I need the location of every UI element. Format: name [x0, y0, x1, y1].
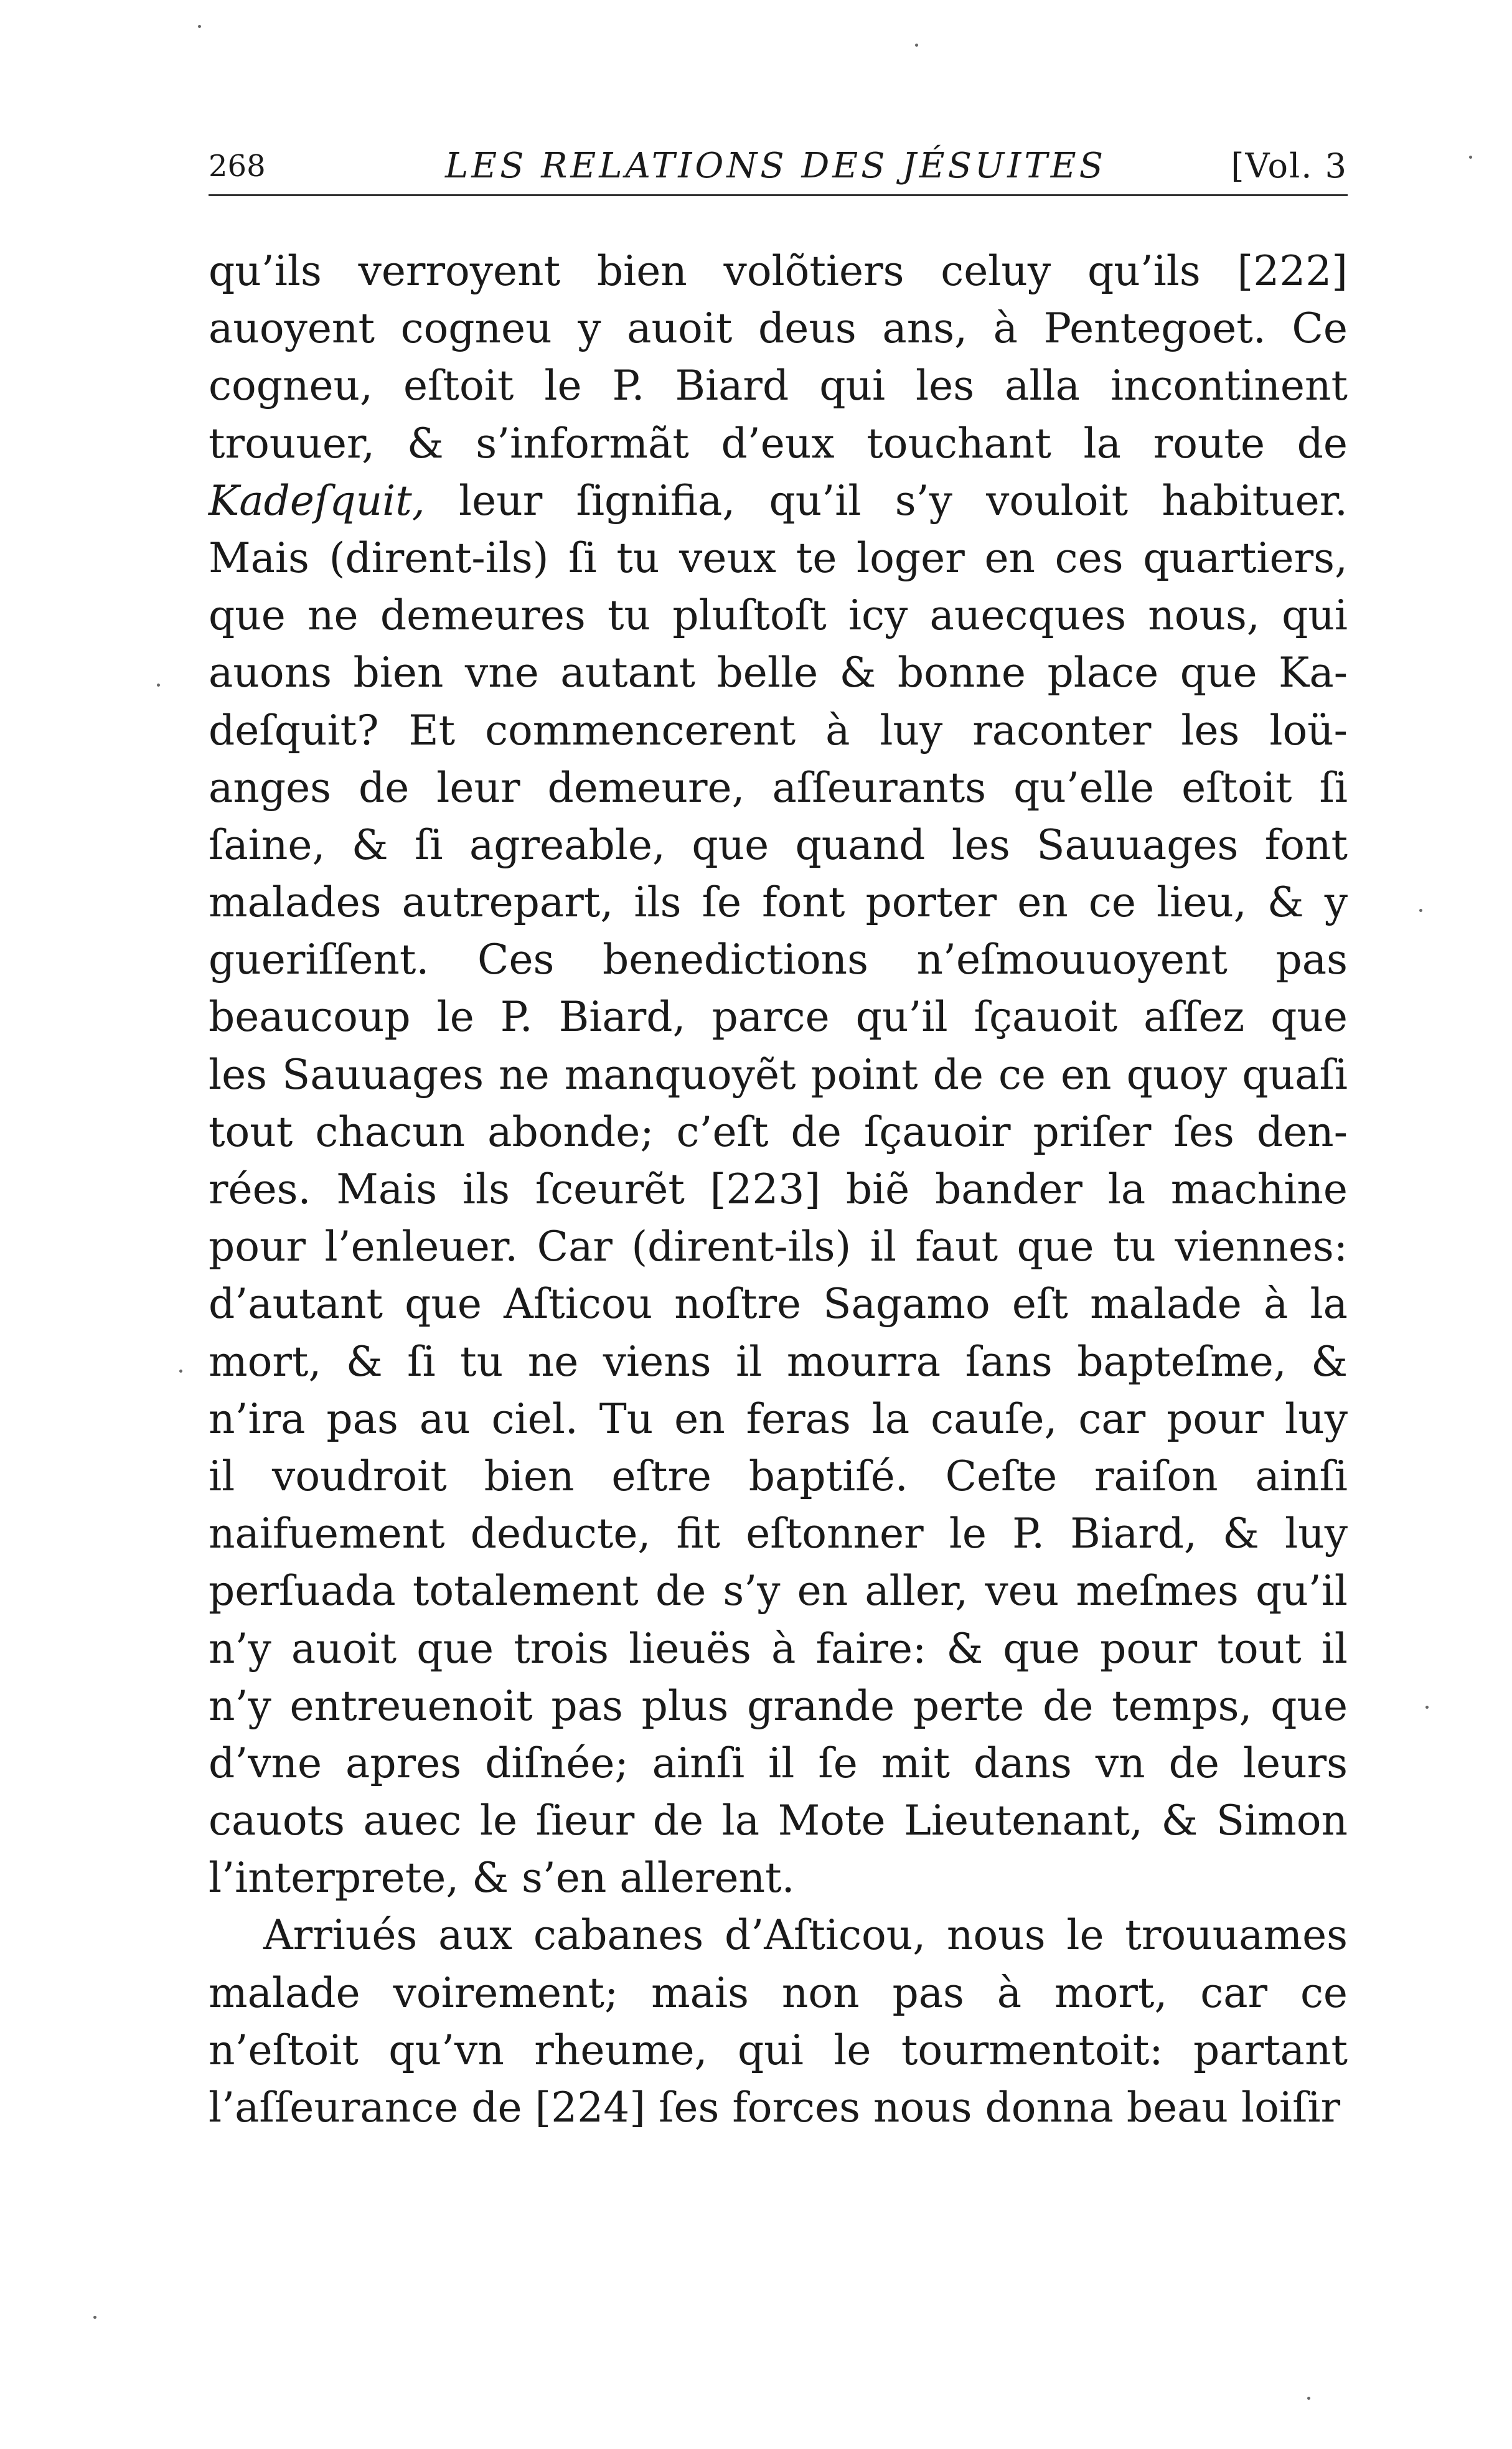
volume-label: [Vol. 3 [1231, 146, 1348, 186]
text-line: naifuement deducte, fit eſtonner le P. Biard, & luy [209, 1510, 1348, 1558]
text-line: n’y entreuenoit pas plus grande perte de temps, que [209, 1681, 1348, 1730]
text-line: l’aſſeurance de [224] ſes forces nous donna beau loiſir [209, 2084, 1341, 2132]
text-line: malade voirement; mais non pas à mort, car ce [209, 1968, 1348, 2017]
text-line: cauots auec le ſieur de la Mote Lieutenant, & Simon [209, 1797, 1348, 1845]
text-line: auons bien vne autant belle & bonne place que Ka- [209, 649, 1348, 697]
text-line: rées. Mais ils ſceurẽt [223] biẽ bander la machine [209, 1165, 1348, 1213]
text-line: Mais (dirent-ils) ſi tu veux te loger en ces quartiers, [209, 534, 1348, 582]
text-line: qu’ils verroyent bien volõtiers celuy qu’ils [222] [209, 247, 1348, 295]
header-rule [209, 194, 1348, 196]
print-speck [93, 2316, 96, 2319]
print-speck [1307, 2397, 1310, 2400]
text-line: que ne demeures tu pluſtoſt icy auecques nous, qui [209, 591, 1348, 640]
text-line: malades autrepart, ils ſe font porter en ce lieu, & y [209, 878, 1348, 927]
text-line: gueriſſent. Ces benedictions n’eſmouuoyent pas [209, 936, 1348, 984]
text-line: ſaine, & ſi agreable, que quand les Sauuages font [209, 820, 1348, 869]
text-line: anges de leur demeure, aſſeurants qu’elle eſtoit ſi [209, 763, 1348, 812]
print-speck [1425, 1706, 1429, 1709]
print-speck [1419, 909, 1422, 912]
print-speck [1469, 156, 1472, 159]
body-text [209, 243, 1348, 2136]
text-line: pour l’enleuer. Car (dirent-ils) il faut que tu viennes: [209, 1223, 1348, 1271]
print-speck [157, 684, 160, 687]
text-line [209, 472, 1348, 530]
text-line: l’interprete, & s’en allerent. [209, 1854, 795, 1902]
print-speck [179, 1370, 182, 1373]
text-line: trouuer, & s’informãt d’eux touchant la route de [209, 419, 1348, 468]
text-line: cogneu, eſtoit le P. Biard qui les alla incontinent [209, 362, 1348, 410]
text-line: d’vne apres diſnée; ainſi il ſe mit dans vn de leurs [209, 1739, 1348, 1787]
text-line: perſuada totalement de s’y en aller, veu meſmes qu’il [209, 1567, 1348, 1615]
italic-place-name: Kadeſquit, [209, 476, 425, 525]
text-line: tout chacun abonde; c’eſt de ſçauoir priſer ſes den- [209, 1107, 1348, 1156]
text-line: n’eſtoit qu’vn rheume, qui le tourmentoit: partant [209, 2026, 1348, 2074]
page-number: 268 [209, 149, 266, 184]
print-speck [198, 25, 201, 28]
text-line: n’y auoit que trois lieuës à faire: & que pour tout il [209, 1624, 1348, 1673]
text-line: les Sauuages ne manquoyẽt point de ce en quoy quaſi [209, 1050, 1348, 1099]
running-header [209, 144, 1348, 188]
text-line: auoyent cogneu y auoit deus ans, à Pentegoet. Ce [209, 304, 1348, 353]
text-line: n’ira pas au ciel. Tu en feras la cauſe, car pour luy [209, 1394, 1348, 1443]
running-title: LES RELATIONS DES JÉSUITES [445, 146, 1106, 186]
text-line: deſquit? Et commencerent à luy raconter les loü- [209, 706, 1348, 754]
print-speck [915, 44, 918, 47]
text-line: d’autant que Aſticou noſtre Sagamo eſt malade à la [209, 1280, 1348, 1328]
text-line: beaucoup le P. Biard, parce qu’il ſçauoit aſſez que [209, 993, 1348, 1041]
text-line: mort, & ſi tu ne viens il mourra ſans bapteſme, & [209, 1337, 1348, 1386]
line-rest: leur ſignifia, qu’il s’y vouloit habituer. [425, 476, 1348, 525]
text-line: il voudroit bien eſtre baptiſé. Ceſte raiſon ainſi [209, 1452, 1348, 1500]
text-line: Arriués aux cabanes d’Aſticou, nous le trouuames [263, 1911, 1348, 1960]
